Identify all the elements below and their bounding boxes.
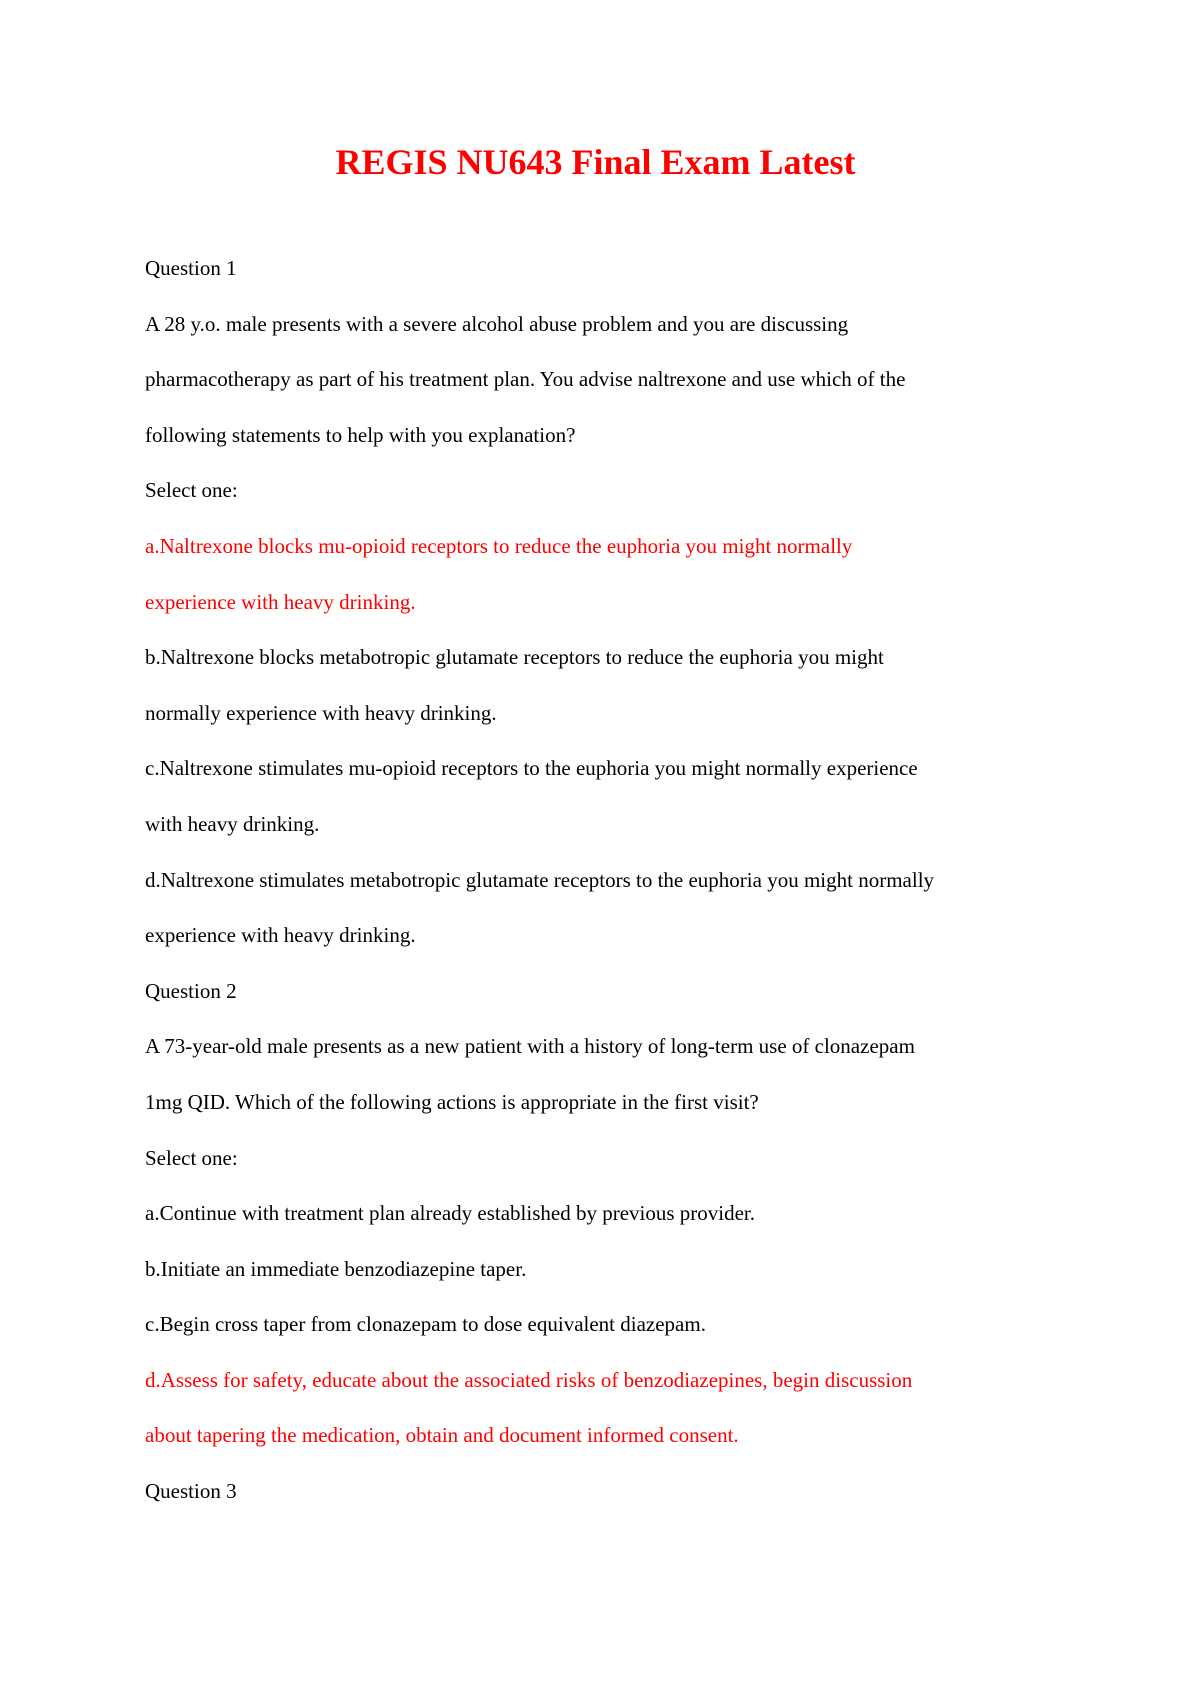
- question-2-option-b: b.Initiate an immediate benzodiazepine taper.: [145, 1256, 527, 1281]
- question-1-option-a-correct: experience with heavy drinking.: [145, 589, 416, 614]
- question-1-option-b: b.Naltrexone blocks metabotropic glutamate receptors to reduce the euphoria you might: [145, 645, 884, 670]
- question-1-option-c: c.Naltrexone stimulates mu-opioid receptors to the euphoria you might normally experience: [145, 756, 918, 781]
- question-2-stem-line: A 73-year-old male presents as a new patient with a history of long-term use of clonazepam: [145, 1034, 915, 1059]
- question-1-stem-line: A 28 y.o. male presents with a severe alcohol abuse problem and you are discussing: [145, 311, 849, 336]
- question-1-option-c: with heavy drinking.: [145, 811, 320, 836]
- question-1-label: Question 1: [145, 256, 237, 280]
- question-2-option-c: c.Begin cross taper from clonazepam to dose equivalent diazepam.: [145, 1312, 706, 1337]
- question-2-stem-line: 1mg QID. Which of the following actions is appropriate in the first visit?: [145, 1089, 759, 1114]
- question-1-option-b: normally experience with heavy drinking.: [145, 700, 497, 725]
- question-1-option-d: experience with heavy drinking.: [145, 923, 416, 948]
- question-2-option-a: a.Continue with treatment plan already established by previous provider.: [145, 1201, 756, 1226]
- question-1-select-prompt: Select one:: [145, 478, 238, 503]
- question-1-stem-line: pharmacotherapy as part of his treatment plan. You advise naltrexone and use which of the: [145, 367, 906, 392]
- question-2-label: Question 2: [145, 978, 237, 1003]
- question-3-label: Question 3: [145, 1479, 237, 1504]
- question-2-option-d-correct: d.Assess for safety, educate about the associated risks of benzodiazepines, begin discussion: [145, 1367, 913, 1392]
- question-2-select-prompt: Select one:: [145, 1145, 238, 1170]
- question-1-stem-line: following statements to help with you explanation?: [145, 422, 576, 447]
- question-1-option-a-correct: a.Naltrexone blocks mu-opioid receptors to reduce the euphoria you might normally: [145, 533, 853, 558]
- document-body: [145, 241, 1065, 1520]
- question-2-option-d-correct: about tapering the medication, obtain and document informed consent.: [145, 1423, 739, 1448]
- question-1-option-d: d.Naltrexone stimulates metabotropic glutamate receptors to the euphoria you might normally: [145, 867, 935, 892]
- document-title: REGIS NU643 Final Exam Latest: [335, 142, 856, 182]
